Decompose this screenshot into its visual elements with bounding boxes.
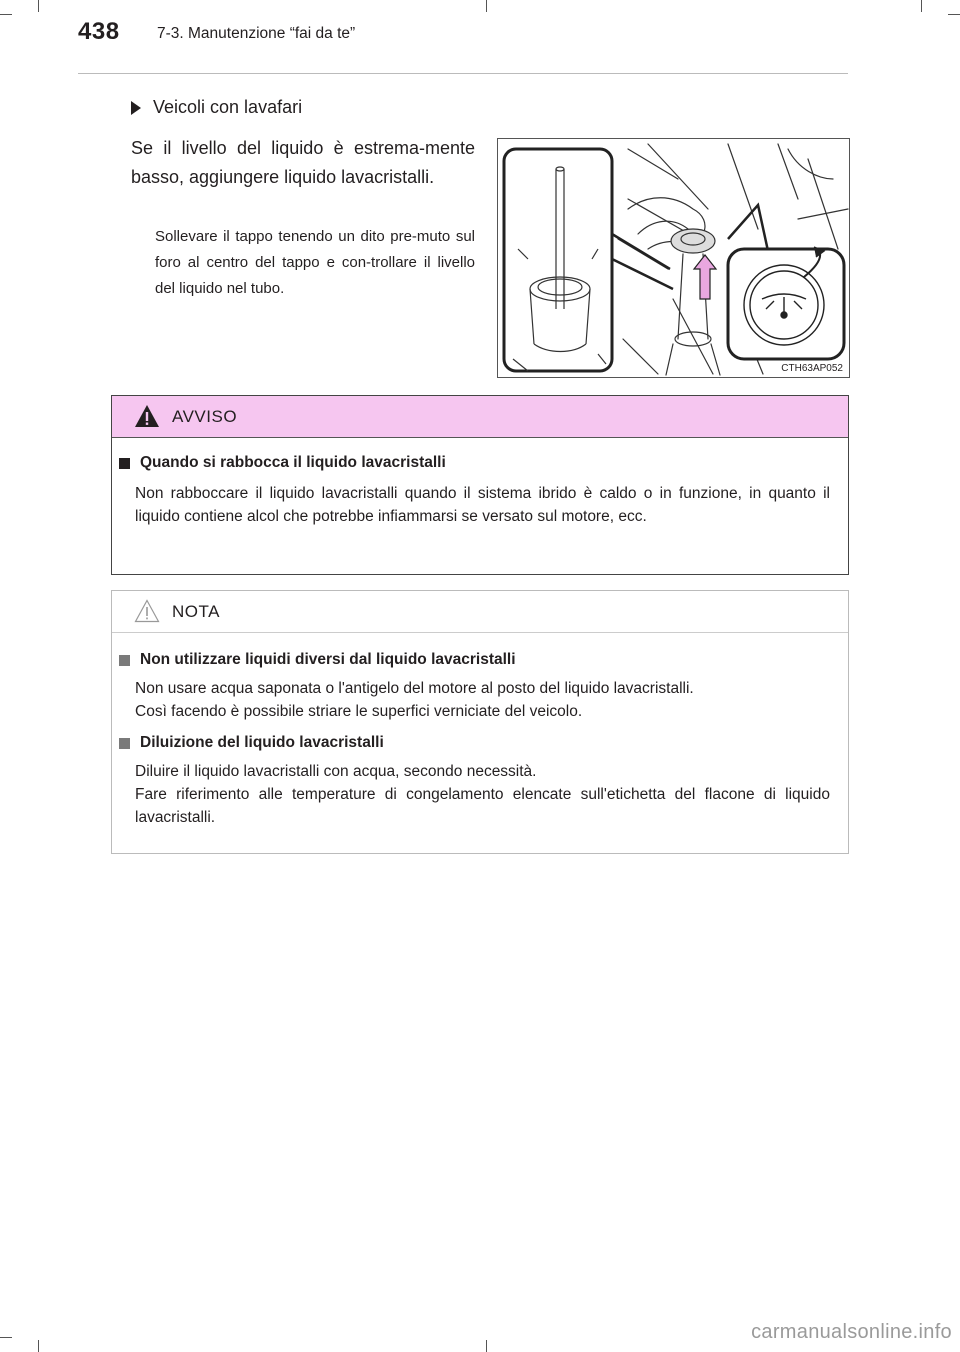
square-bullet-icon — [119, 738, 130, 749]
note-item-heading-text: Diluizione del liquido lavacristalli — [140, 734, 384, 751]
square-bullet-icon — [119, 655, 130, 666]
warning-item-body — [135, 482, 830, 528]
note-item-line: Non usare acqua saponata o l'antigelo del motore al posto del liquido lavacristalli. — [135, 680, 694, 697]
note-item-line: Così facendo è possibile striare le superfici verniciate del veicolo. — [135, 703, 583, 720]
note-item-heading — [112, 734, 384, 752]
crop-mark — [0, 14, 12, 15]
crop-mark — [0, 1337, 12, 1338]
caution-outline-icon — [134, 599, 160, 623]
watermark: carmanualsonline.info — [751, 1321, 952, 1343]
figure-washer-reservoir — [497, 138, 850, 378]
warning-title: AVVISO — [172, 407, 238, 426]
warning-item-heading — [112, 454, 446, 472]
warning-item-line: Non rabboccare il liquido lavacristalli quando il sistema ibrido è caldo o in funzione, in quanto il liquido contiene alcol che potrebbe infiammarsi se versato sul motore, ecc. — [135, 485, 830, 525]
lift-arrow-icon — [694, 255, 716, 299]
subheading-text: Veicoli con lavafari — [153, 97, 303, 117]
note-item-line: Fare riferimento alle temperature di congelamento elencate sull'etichetta del flacone di liquido lavacristalli. — [135, 786, 830, 826]
washer-reservoir-illustration — [498, 139, 849, 377]
intro-paragraph: Se il livello del liquido è estrema-mente basso, aggiungere liquido lavacristalli. — [131, 138, 475, 187]
warning-header — [112, 396, 848, 438]
note-header — [112, 591, 848, 633]
note-item-line: Diluire il liquido lavacristalli con acqua, secondo necessità. — [135, 763, 537, 780]
subheading — [131, 97, 302, 118]
note-item-heading — [112, 651, 516, 669]
crop-mark — [38, 1340, 39, 1352]
note-item-heading-text: Non utilizzare liquidi diversi dal liquido lavacristalli — [140, 651, 516, 668]
square-bullet-icon — [119, 458, 130, 469]
note-box — [111, 590, 849, 854]
figure-code: CTH63AP052 — [781, 363, 843, 374]
warning-item-heading-text: Quando si rabbocca il liquido lavacristalli — [140, 454, 446, 471]
note-item-body — [135, 677, 830, 723]
crop-mark — [948, 14, 960, 15]
crop-mark — [921, 0, 922, 12]
crop-mark — [38, 0, 39, 12]
warning-box — [111, 395, 849, 575]
warning-triangle-icon — [134, 404, 160, 428]
instruction-paragraph: Sollevare il tappo tenendo un dito pre-muto sul foro al centro del tappo e con-trollare il livello del liquido nel tubo. — [155, 228, 475, 297]
page-number: 438 — [78, 18, 120, 45]
section-title: 7-3. Manutenzione “fai da te” — [157, 25, 356, 42]
crop-mark — [486, 0, 487, 12]
header-divider — [78, 73, 848, 74]
triangle-bullet-icon — [131, 101, 141, 115]
note-title: NOTA — [172, 602, 220, 621]
note-item-body — [135, 760, 830, 829]
crop-mark — [486, 1340, 487, 1352]
